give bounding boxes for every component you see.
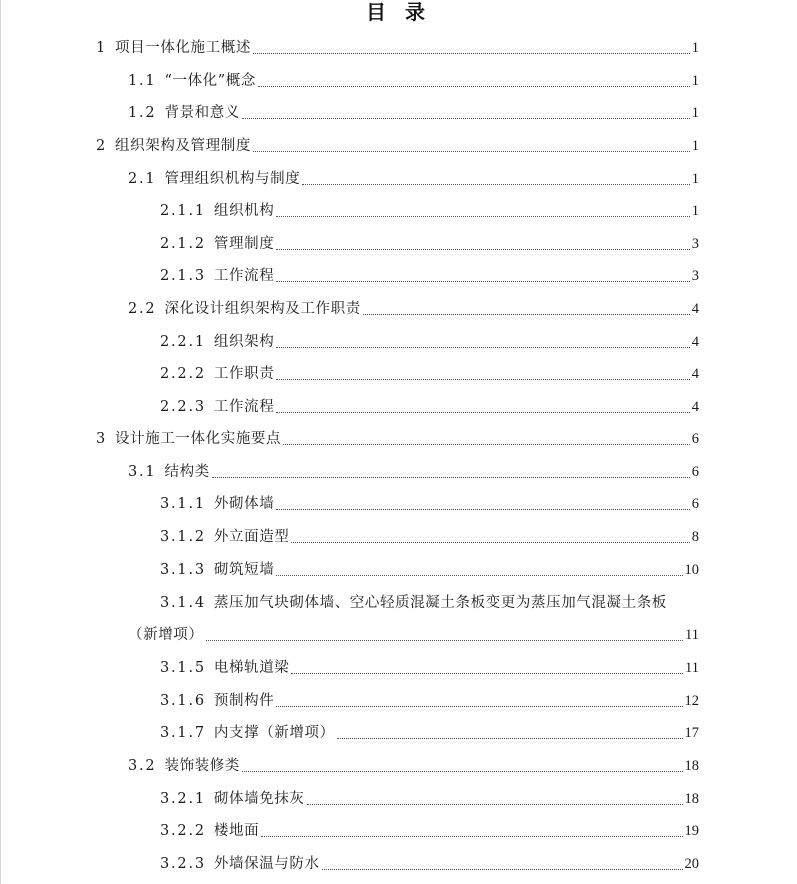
toc-page-number: 11 (685, 627, 699, 643)
toc-entry-label (128, 624, 204, 646)
toc-page-number: 19 (684, 823, 699, 839)
toc-page-number: 4 (691, 366, 699, 382)
toc-page-number: 6 (691, 431, 699, 447)
toc-entry-number: 2 (96, 138, 108, 154)
toc-entry-3-1-1[interactable] (160, 493, 699, 515)
toc-page-number: 1 (691, 138, 699, 154)
toc-entry-1[interactable] (96, 37, 699, 59)
toc-entry-text: 组织架构 (213, 334, 275, 350)
toc-dot-leader (253, 53, 690, 54)
toc-page-number: 6 (691, 464, 699, 480)
toc-entry-label (160, 200, 274, 222)
toc-entry-text: 工作流程 (213, 399, 275, 415)
toc-page-number: 11 (685, 660, 699, 676)
toc-entry-label (128, 168, 300, 190)
toc-dot-leader (276, 575, 682, 576)
toc-entry-number: 3.1 (128, 464, 157, 480)
toc-dot-leader (261, 836, 682, 837)
toc-entry-label (96, 135, 251, 157)
toc-dot-leader (276, 281, 689, 282)
toc-entry-text: 装饰装修类 (164, 758, 240, 774)
toc-entry-text: 外砌体墙 (213, 496, 275, 512)
toc-title: 目 录 (366, 0, 431, 24)
toc-entry-2-2-1[interactable] (160, 331, 699, 353)
toc-page-number: 20 (684, 856, 699, 872)
toc-entry-number: 2.1 (128, 171, 157, 187)
toc-entry-text: 项目一体化施工概述 (115, 40, 251, 56)
toc-entry-number: 3.2.1 (160, 791, 206, 807)
toc-entry-3[interactable] (96, 428, 699, 450)
toc-page-number: 1 (691, 105, 699, 121)
toc-page-number: 4 (691, 301, 699, 317)
toc-page-number: 1 (691, 203, 699, 219)
toc-entry-3-2[interactable] (128, 755, 699, 777)
toc-entry-label (160, 265, 274, 287)
toc-entry-number: 3.2.2 (160, 823, 206, 839)
toc-entry-2-2[interactable] (128, 298, 699, 320)
toc-entry-text: 砌筑短墙 (213, 562, 275, 578)
toc-entry-2-2-3[interactable] (160, 396, 699, 418)
toc-entry-label (160, 396, 274, 418)
toc-entry-label (160, 526, 289, 548)
toc-dot-leader (302, 184, 689, 185)
toc-entry-1-2[interactable] (128, 102, 699, 124)
toc-entry-number: 3.1.2 (160, 529, 206, 545)
toc-entry-text: 楼地面 (213, 823, 260, 839)
toc-page-number: 8 (691, 529, 699, 545)
toc-entry-number: 1.2 (128, 105, 157, 121)
toc-entry-2-2-2[interactable] (160, 363, 699, 385)
toc-entry-text: （新增项） (128, 627, 204, 643)
toc-page-number: 3 (691, 236, 699, 252)
toc-entry-number: 3.1.7 (160, 725, 206, 741)
toc-page-number: 1 (691, 73, 699, 89)
toc-entry-number: 2.2.1 (160, 334, 206, 350)
toc-entry-label (128, 755, 240, 777)
toc-entry-2-1-3[interactable] (160, 265, 699, 287)
toc-entry-label (160, 690, 274, 712)
toc-entry-text: 深化设计组织架构及工作职责 (164, 301, 361, 317)
toc-entry-label (160, 363, 274, 385)
toc-entry-2-1-2[interactable] (160, 233, 699, 255)
toc-entry-text: 预制构件 (213, 693, 275, 709)
toc-entry-3-1-4-cont[interactable] (128, 624, 699, 646)
toc-entry-label (128, 102, 240, 124)
toc-entry-number: 3.2.3 (160, 856, 206, 872)
toc-page-number: 1 (691, 40, 699, 56)
toc-entry-3-1-6[interactable] (160, 690, 699, 712)
toc-entry-number: 2.2.2 (160, 366, 206, 382)
toc-entry-label (160, 559, 274, 581)
toc-entry-number: 1 (96, 40, 108, 56)
toc-entry-label (160, 493, 274, 515)
toc-entry-text: 组织架构及管理制度 (115, 138, 251, 154)
toc-entry-text: 管理组织机构与制度 (164, 171, 301, 187)
toc-page-number: 4 (691, 399, 699, 415)
toc-page-number: 4 (691, 334, 699, 350)
toc-entry-label (128, 298, 361, 320)
toc-entry-label (160, 853, 320, 875)
toc-entry-label (160, 722, 335, 744)
toc-entry-text: 背景和意义 (164, 105, 240, 121)
toc-entry-number: 3.2 (128, 758, 157, 774)
toc-dot-leader (253, 151, 690, 152)
toc-page-number: 17 (684, 725, 699, 741)
toc-dot-leader (276, 412, 689, 413)
toc-entry-number: 3.1.1 (160, 496, 206, 512)
toc-dot-leader (276, 706, 682, 707)
toc-entry-1-1[interactable] (128, 70, 699, 92)
toc-entry-text: 蒸压加气块砌体墙、空心轻质混凝土条板变更为蒸压加气混凝土条板 (213, 595, 667, 611)
toc-entry-text: 外墙保温与防水 (213, 856, 320, 872)
toc-entry-label (160, 657, 289, 679)
toc-entry-3-1-3[interactable] (160, 559, 699, 581)
toc-entry-number: 2.1.3 (160, 268, 206, 284)
toc-entry-label (96, 428, 281, 450)
toc-page-number: 1 (691, 171, 699, 187)
toc-entry-text: 设计施工一体化实施要点 (115, 431, 282, 447)
toc-entry-number: 2.2 (128, 301, 157, 317)
toc-page-number: 3 (691, 268, 699, 284)
toc-page-number: 10 (684, 562, 699, 578)
toc-entry-text: 管理制度 (213, 236, 275, 252)
toc-dot-leader (283, 444, 690, 445)
toc-dot-leader (258, 86, 690, 87)
toc-entry-label (160, 820, 259, 842)
toc-entry-number: 2.1.1 (160, 203, 206, 219)
toc-entry-number: 2.1.2 (160, 236, 206, 252)
toc-entry-3-1-5[interactable] (160, 657, 699, 679)
toc-entry-number: 3.1.5 (160, 660, 206, 676)
toc-entry-3-1-2[interactable] (160, 526, 699, 548)
toc-dot-leader (206, 640, 684, 641)
toc-entry-2-1[interactable] (128, 168, 699, 190)
toc-dot-leader (276, 509, 689, 510)
toc-entry-label (160, 788, 305, 810)
toc-dot-leader (212, 477, 690, 478)
toc-entry-text: 工作流程 (213, 268, 275, 284)
toc-entry-text: 工作职责 (213, 366, 275, 382)
toc-entry-text: “一体化”概念 (164, 73, 256, 89)
toc-entry-number: 3.1.6 (160, 693, 206, 709)
toc-entry-3-1[interactable] (128, 461, 699, 483)
toc-page-number: 6 (691, 496, 699, 512)
toc-entry-2-1-1[interactable] (160, 200, 699, 222)
toc-dot-leader (276, 347, 689, 348)
toc-entry-2[interactable] (96, 135, 699, 157)
toc-entry-number: 3.1.4 (160, 595, 206, 611)
toc-entry-label (128, 70, 256, 92)
toc-entry-text: 电梯轨道梁 (213, 660, 290, 676)
toc-entry-3-2-3[interactable] (160, 853, 699, 875)
toc-entry-3-1-7[interactable] (160, 722, 699, 744)
toc-dot-leader (291, 673, 683, 674)
toc-entry-label (160, 592, 667, 614)
toc-entry-3-1-4[interactable] (160, 592, 667, 614)
toc-entry-number: 1.1 (128, 73, 157, 89)
toc-entry-label (160, 331, 274, 353)
toc-dot-leader (276, 216, 689, 217)
toc-dot-leader (291, 542, 689, 543)
toc-entry-label (160, 233, 274, 255)
toc-entry-number: 3 (96, 431, 108, 447)
toc-entry-text: 结构类 (164, 464, 210, 480)
toc-entry-text: 组织机构 (213, 203, 275, 219)
toc-dot-leader (322, 869, 683, 870)
toc-dot-leader (337, 738, 683, 739)
toc-dot-leader (276, 379, 689, 380)
toc-dot-leader (307, 804, 683, 805)
toc-dot-leader (242, 118, 690, 119)
toc-dot-leader (363, 314, 690, 315)
toc-entry-number: 2.2.3 (160, 399, 206, 415)
toc-entry-text: 内支撑（新增项） (213, 725, 335, 741)
toc-page-number: 18 (684, 758, 699, 774)
toc-entry-text: 外立面造型 (213, 529, 290, 545)
toc-entry-label (96, 37, 251, 59)
toc-dot-leader (242, 771, 683, 772)
toc-page-number: 12 (684, 693, 699, 709)
toc-entry-3-2-2[interactable] (160, 820, 699, 842)
toc-entry-3-2-1[interactable] (160, 788, 699, 810)
toc-entry-text: 砌体墙免抹灰 (213, 791, 305, 807)
toc-entry-number: 3.1.3 (160, 562, 206, 578)
toc-dot-leader (276, 249, 689, 250)
toc-page-number: 18 (684, 791, 699, 807)
toc-entry-label (128, 461, 210, 483)
